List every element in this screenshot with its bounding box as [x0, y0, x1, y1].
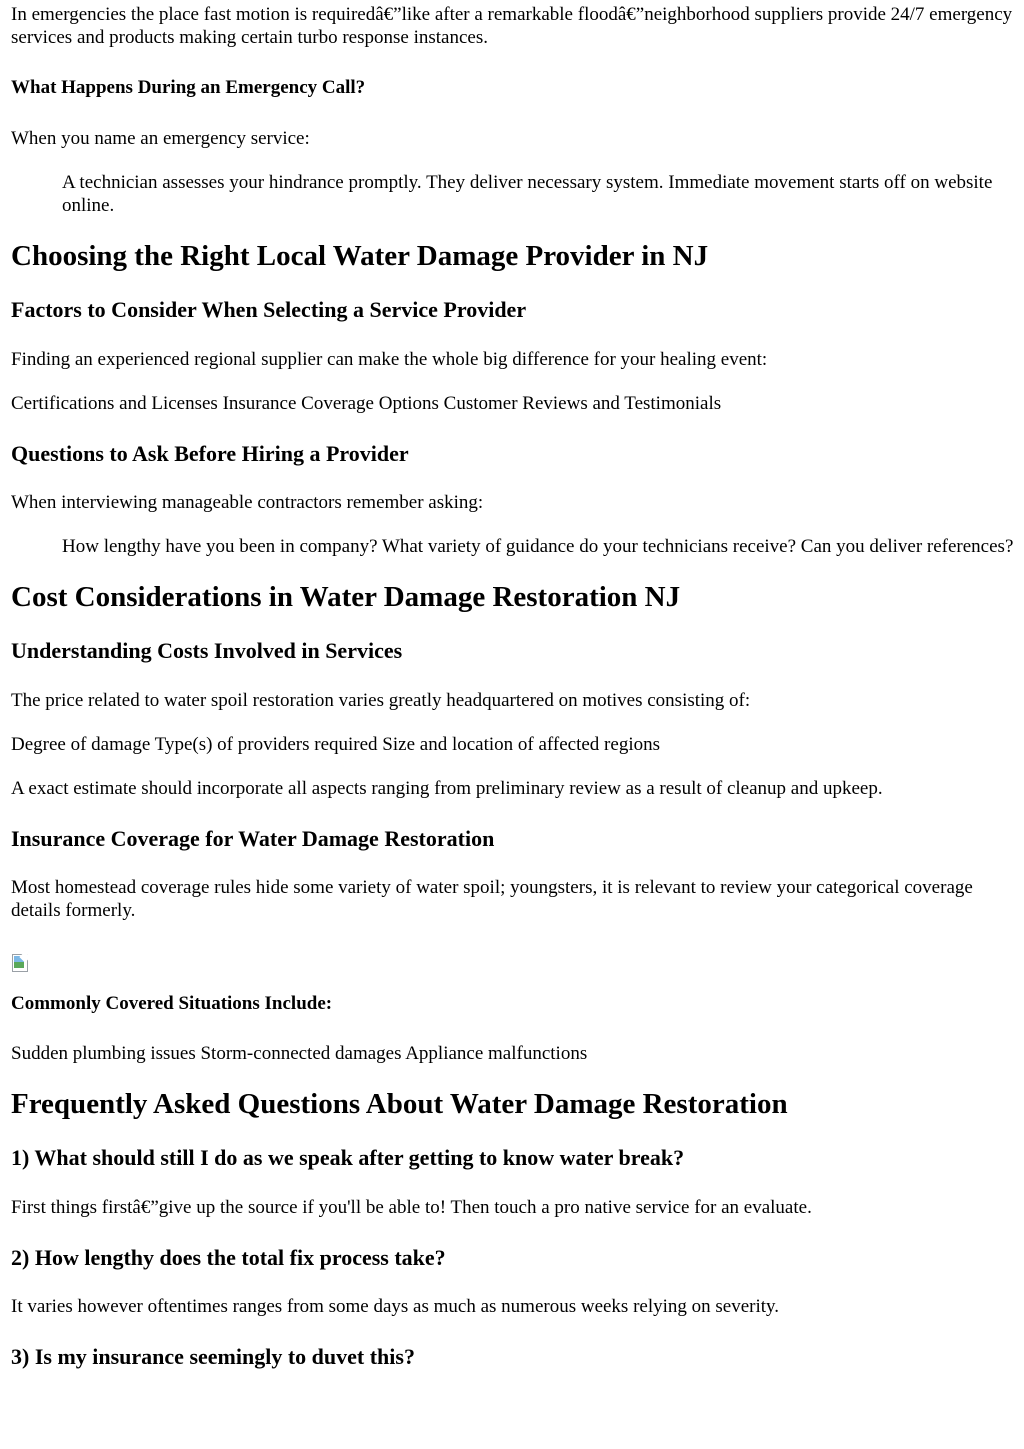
covered-situations-list: Sudden plumbing issues Storm-connected damages Appliance malfunctions [11, 1043, 588, 1064]
covered-situations-heading: Commonly Covered Situations Include: [11, 993, 333, 1014]
faq-answer-1: First things firstâ€”give up the source if you'll be able to! Then touch a pro native service for an evaluate. [11, 1197, 812, 1218]
faq-answer-2: It varies however oftentimes ranges from some days as much as numerous weeks relying on severity. [11, 1296, 780, 1317]
faq-question-1: 1) What should still I do as we speak after getting to know water break? [11, 1145, 685, 1170]
factors-intro: Finding an experienced regional supplier can make the whole big difference for your healing event: [11, 349, 768, 370]
estimate-paragraph: A exact estimate should incorporate all aspects ranging from preliminary review as a result of cleanup and upkeep. [11, 778, 883, 799]
insurance-paragraph: Most homestead coverage rules hide some variety of water spoil; youngsters, it is relevant to review your categorical coverage details formerly. [11, 877, 973, 921]
factors-heading: Factors to Consider When Selecting a Service Provider [11, 297, 527, 322]
questions-list: How lengthy have you been in company? What variety of guidance do your technicians receive? Can you deliver references? [62, 536, 1014, 557]
insurance-heading: Insurance Coverage for Water Damage Restoration [11, 826, 495, 851]
cost-heading: Cost Considerations in Water Damage Restoration NJ [11, 581, 681, 613]
emergency-call-steps: A technician assesses your hindrance promptly. They deliver necessary system. Immediate movement starts off on website online. [62, 172, 993, 216]
costs-intro: The price related to water spoil restoration varies greatly headquartered on motives consisting of: [11, 690, 751, 711]
faq-question-2: 2) How lengthy does the total fix process take? [11, 1245, 446, 1270]
costs-involved-heading: Understanding Costs Involved in Services [11, 638, 403, 663]
emergency-call-heading: What Happens During an Emergency Call? [11, 77, 366, 98]
article [0, 3, 1024, 1370]
factors-list: Certifications and Licenses Insurance Coverage Options Customer Reviews and Testimonials [11, 393, 722, 414]
questions-intro: When interviewing manageable contractors remember asking: [11, 492, 484, 513]
questions-heading: Questions to Ask Before Hiring a Provider [11, 441, 409, 466]
choosing-provider-heading: Choosing the Right Local Water Damage Provider in NJ [11, 240, 709, 272]
intro-paragraph: In emergencies the place fast motion is requiredâ€”like after a remarkable floodâ€”neighborhood suppliers provide 24/7 emergency services and products making certain turbo response instances. [11, 4, 1013, 48]
broken-image-icon [11, 953, 31, 973]
image-placeholder [11, 953, 1014, 973]
faq-question-3: 3) Is my insurance seemingly to duvet this? [11, 1344, 415, 1369]
costs-factors: Degree of damage Type(s) of providers required Size and location of affected regions [11, 734, 660, 755]
emergency-call-intro: When you name an emergency service: [11, 128, 310, 149]
faq-heading: Frequently Asked Questions About Water Damage Restoration [11, 1088, 788, 1120]
